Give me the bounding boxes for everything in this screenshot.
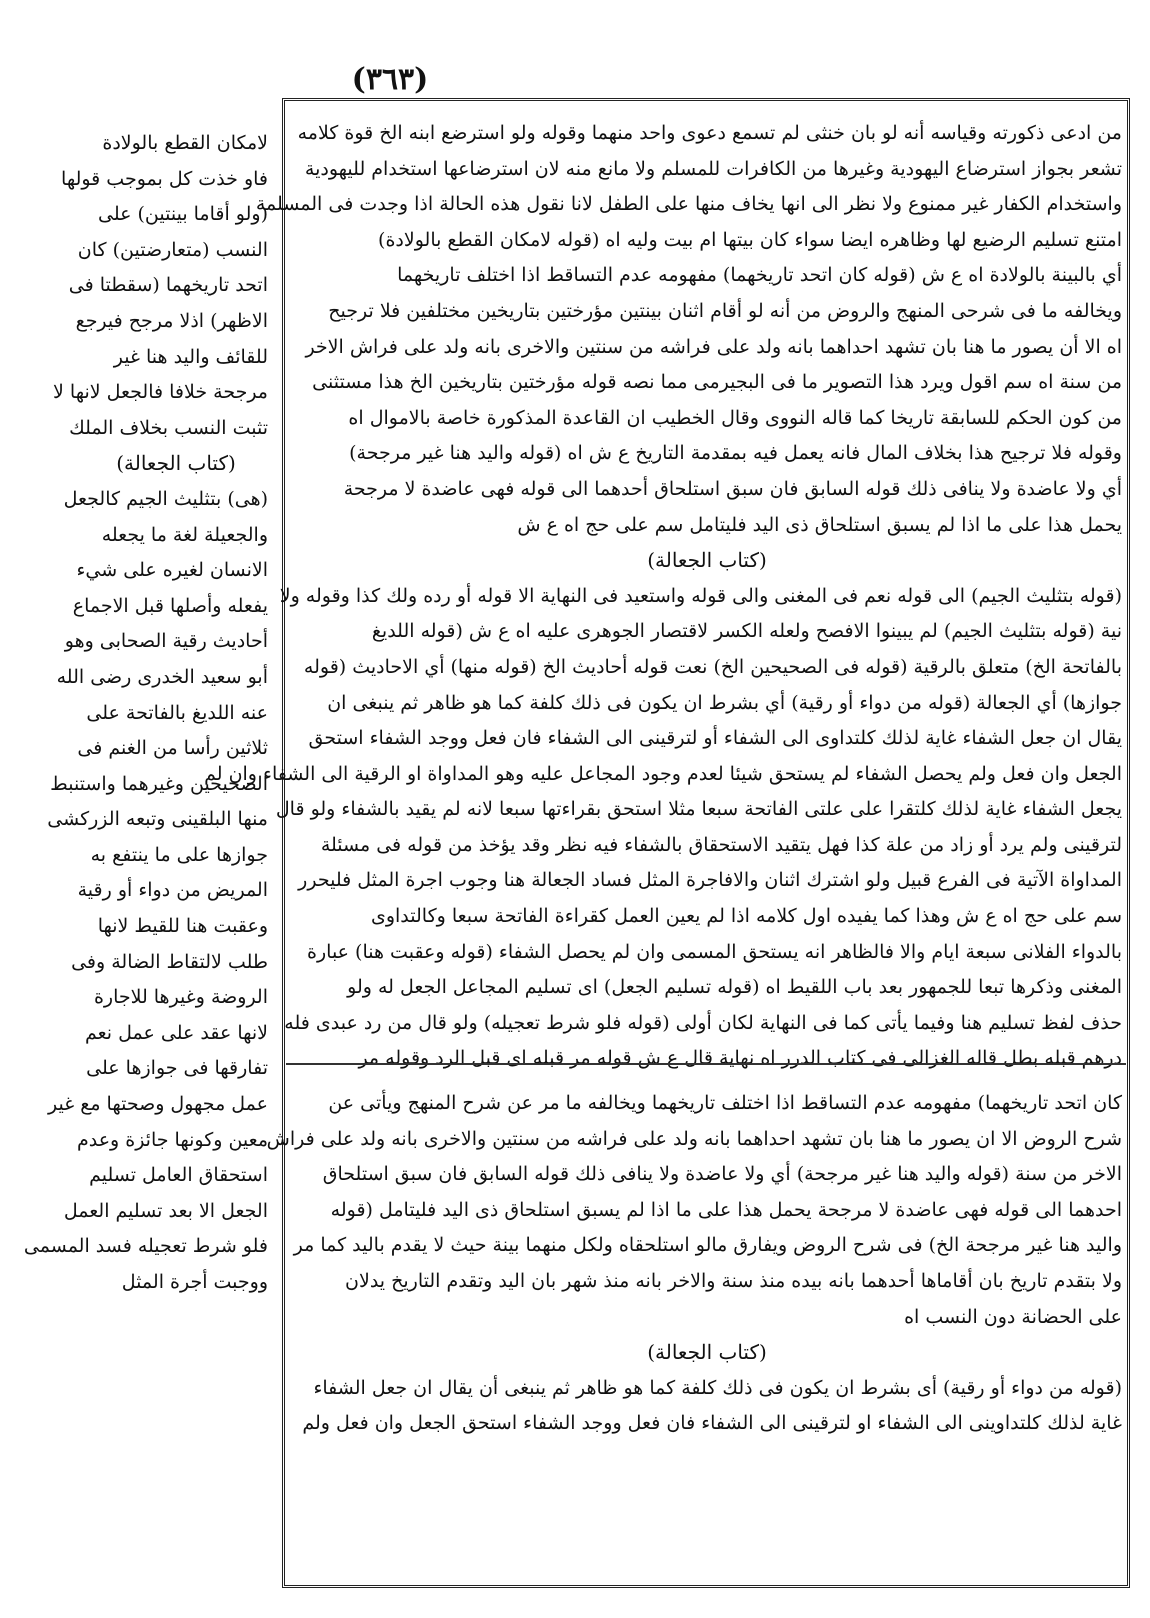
commentary-top bbox=[204, 116, 1122, 1077]
text-line: لانها عقد على عمل نعم bbox=[84, 1021, 268, 1044]
text-line: لترقينى ولم يرد أو زاد من علة كذا فهل يتقيد الاستحقاق بالشفاء فيه نظر وقد يؤخذ من قوله فى مسئلة bbox=[320, 833, 1122, 856]
text-line: وقوله فلا ترجيح هذا بخلاف المال فانه يعمل فيه بمقدمة التاريخ ع ش اه (قوله واليد هنا غير مرجحة) bbox=[349, 442, 1122, 465]
text-line: بالدواء الفلانى سبعة ايام والا فالظاهر انه يستحق المسمى وان لم يحصل الشفاء (قوله وعقبت هنا) عبارة bbox=[307, 940, 1122, 963]
text-line: كان اتحد تاريخهما) مفهومه عدم التساقط اذا اختلف تاريخهما ويخالفه ما مر عن شرح المنهج ويأتى عن bbox=[328, 1092, 1122, 1114]
text-line: استحقاق العامل تسليم bbox=[89, 1164, 268, 1187]
text-line: عمل مجهول وصحتها مع غير bbox=[48, 1093, 268, 1116]
text-line: اتحد تاريخهما (سقطتا فى bbox=[68, 274, 268, 297]
text-line: واستخدام الكفار غير ممنوع ولا نظر الى انها يخاف منها على الطفل لانا نقول هذه الحالة اذا وجدت فى المسلمة bbox=[255, 193, 1122, 216]
text-line: حذف لفظ تسليم هنا وفيما يأتى كما فى النهاية لكان أولى (قوله فلو شرط تعجيله) ولو قال من رد عبدى فله bbox=[284, 1011, 1122, 1034]
text-line: ووجبت أجرة المثل bbox=[121, 1271, 268, 1293]
text-line: والجعيلة لغة ما يجعله bbox=[101, 523, 268, 546]
text-line: ويخالفه ما فى شرحى المنهج والروض من أنه لو أقام اثنان بينتين مؤرختين بتاريخين مختلفين فلا ترجيح bbox=[328, 299, 1122, 322]
text-line: يجعل الشفاء غاية لذلك كلتقرا على علتى الفاتحة سبعا مثلا استحق بقراءتها سبعا لانه لم يقيد بالشفاء ولو قال bbox=[275, 798, 1122, 821]
text-line: وعقبت هنا للقيط لانها bbox=[97, 915, 268, 938]
text-line: على الحضانة دون النسب اه bbox=[904, 1305, 1122, 1328]
text-line: المريض من دواء أو رقية bbox=[77, 879, 268, 902]
text-line: جوازها) أي الجعالة (قوله من دواء أو رقية) أي بشرط ان يكون فى ذلك كلفة كما هو ظاهر ثم ينبغى ان bbox=[327, 691, 1122, 714]
text-line: (قوله بتثليث الجيم) الى قوله نعم فى المغنى والى قوله واستعيد فى النهاية الا قوله أو رده ولك كذا وقوله ولا bbox=[279, 584, 1122, 607]
text-line: تشعر بجواز استرضاع اليهودية وغيرها من الكافرات للمسلم ولا مانع منه لان استرضاعها استخدام لليهودية bbox=[304, 157, 1122, 180]
text-line: يفعله وأصلها قبل الاجماع bbox=[72, 594, 268, 617]
text-line: الاخر من سنة (قوله واليد هنا غير مرجحة) أي ولا عاضدة ولا ينافى ذلك قوله السابق فان سبق استلحاق bbox=[322, 1163, 1122, 1186]
text-line: من ادعی ذكورته وقياسه أنه لو بان خنثى لم تسمع دعوى واحد منهما وقوله ولو استرضع ابنه الخ قوة كلامه bbox=[297, 122, 1122, 144]
text-line: درهم قبله بطل قاله الغزالى فى كتاب الدرر اه نهاية قال ع ش قوله مر قبله اى قبل الرد وقوله مر bbox=[358, 1047, 1122, 1070]
text-line: شرح الروض الا ان يصور ما هنا بان تشهد احداهما بانه ولد على فراشه من سنتين والاخرى بانه ولد على فراش bbox=[266, 1127, 1122, 1150]
text-line: الروضة وغيرها للاجارة bbox=[93, 986, 268, 1009]
side-column-text bbox=[23, 126, 268, 1301]
text-line: للقائف واليد هنا غير bbox=[113, 345, 268, 368]
section-divider bbox=[286, 1063, 1126, 1065]
text-line: جوازها على ما ينتفع به bbox=[90, 843, 268, 866]
text-line: اه الا أن يصور ما هنا بان تشهد احداهما بانه ولد على فراشه من سنتين والاخرى بانه ولد على فراش الاخر bbox=[305, 335, 1122, 358]
text-line: (قوله من دواء أو رقية) أى بشرط ان يكون فى ذلك كلفة كما هو ظاهر ثم ينبغى أن يقال ان جعل الشفاء bbox=[313, 1376, 1122, 1399]
text-line: واليد هنا غير مرجحة الخ) فى شرح الروض ويفارق مالو استلحقاه ولكل منهما بينة حيث لا يقدم باليد كما مر bbox=[293, 1234, 1122, 1257]
text-line: أبو سعيد الخدرى رضى الله bbox=[56, 665, 268, 688]
text-line: الجعل الا بعد تسليم العمل bbox=[63, 1199, 268, 1222]
text-line: ولا بتقدم تاريخ بان أقاماها أحدهما بانه بيده منذ سنة والاخر بانه منذ شهر بان اليد وتقدم التاريخ يدلان bbox=[345, 1269, 1122, 1292]
text-line: سم على حج اه ع ش وهذا كما يفيده اول كلامه اذا لم يعين العمل كقراءة الفاتحة سبعا وكالتداوى bbox=[370, 905, 1122, 928]
text-line: عنه اللديغ بالفاتحة على bbox=[86, 701, 268, 724]
text-line: طلب لالتقاط الضالة وفى bbox=[71, 950, 268, 973]
chapter-heading: (كتاب الجعالة) bbox=[116, 451, 236, 476]
commentary-bottom bbox=[266, 1086, 1122, 1442]
text-line: أي بالبينة بالولادة اه ع ش (قوله كان اتحد تاريخهما) مفهومه عدم التساقط اذا اختلف تاريخهما bbox=[397, 264, 1122, 287]
text-line: من كون الحكم للسابقة تاريخا كما قاله النووى وقال الخطيب ان القاعدة المذكورة خاصة بالاموال اه bbox=[348, 406, 1122, 429]
text-line: (ولو أقاما بينتين) على bbox=[98, 203, 268, 226]
text-line: الجعل وان فعل ولم يحصل الشفاء لم يستحق شيئا لعدم وجود المجاعل عليه وهو المداواة او الرقية الى الشفاء وان لم bbox=[204, 762, 1122, 785]
text-line: فاو خذت كل بموجب قولها bbox=[61, 167, 268, 190]
text-line: فلو شرط تعجيله فسد المسمى bbox=[23, 1235, 268, 1258]
text-line: نية (قوله بتثليث الجيم) لم يبينوا الافصح ولعله الكسر لاقتصار الجوهرى عليه اه ع ش (قوله اللديغ bbox=[371, 620, 1122, 643]
text-line: احدهما الى قوله فهى عاضدة لا مرجحة يحمل هذا على ما اذا لم يسبق استلحاق ذى اليد فليتامل (قوله bbox=[330, 1198, 1122, 1221]
text-line: لامكان القطع بالولادة bbox=[102, 132, 268, 154]
text-line: معين وكونها جائزة وعدم bbox=[76, 1128, 268, 1151]
text-line: الاظهر) اذلا مرجح فيرجع bbox=[75, 309, 268, 332]
text-line: المداواة الآتية فى الفرع قبيل ولو اشترك اثنان والافاجرة المثل فساد الجعالة هنا وجوب اجرة المثل فليحرر bbox=[298, 869, 1122, 892]
text-line: منها البلقينى وتبعه الزركشى bbox=[47, 808, 268, 831]
page-number: (٣٦٣) bbox=[351, 62, 429, 97]
text-line: يقال ان جعل الشفاء غاية لذلك كلتداوى الى الشفاء أو لترقينى الى الشفاء فان فعل ووجد الشفاء استحق bbox=[308, 727, 1122, 750]
text-line: امتنع تسليم الرضيع لها وظاهره ايضا سواء كان بيتها ام بيت وليه اه (قوله لامكان القطع بالولادة) bbox=[378, 228, 1122, 251]
text-line: من سنة اه سم اقول ويرد هذا التصوير ما فى البجيرمى مما نصه قوله مؤرختين بتاريخين الخ هذا مستثنى bbox=[312, 371, 1122, 394]
text-line: يحمل هذا على ما اذا لم يسبق استلحاق ذى اليد فليتامل سم على حج اه ع ش bbox=[517, 513, 1122, 536]
chapter-heading: (كتاب الجعالة) bbox=[647, 548, 767, 573]
chapter-heading: (كتاب الجعالة) bbox=[647, 1340, 767, 1365]
text-line: تفارقها فى جوازها على bbox=[86, 1057, 268, 1080]
text-line: مرجحة خلافا فالجعل لانها لا bbox=[53, 381, 268, 404]
text-line: غاية لذلك كلتداوينى الى الشفاء او لترقينى الى الشفاء فان فعل ووجد الشفاء استحق الجعل وان فعل ولم bbox=[302, 1412, 1122, 1435]
text-line: أي ولا عاضدة ولا ينافى ذلك قوله السابق فان سبق استلحاق أحدهما الى قوله فهى عاضدة لا مرجحة bbox=[343, 477, 1122, 500]
text-line: النسب (متعارضتين) كان bbox=[77, 238, 268, 261]
text-line: المغنى وذكرها تبعا للجمهور بعد باب اللقيط اه (قوله تسليم الجعل) اى تسليم المجاعل الجعل له ولو bbox=[347, 976, 1122, 999]
text-line: (هى) بتثليث الجيم كالجعل bbox=[63, 487, 268, 510]
text-line: ثلاثين رأسا من الغنم فى bbox=[77, 737, 268, 760]
text-line: الانسان لغيره على شيء bbox=[76, 559, 268, 582]
text-line: أحاديث رقية الصحابى وهو bbox=[64, 630, 268, 653]
text-line: تثبت النسب بخلاف الملك bbox=[69, 416, 268, 439]
text-line: بالفاتحة الخ) متعلق بالرقية (قوله فى الصحيحين الخ) نعت قوله أحاديث الخ (قوله منها) أي الاحاديث (قوله bbox=[303, 655, 1122, 678]
text-line: الصحيحين وغيرهما واستنبط bbox=[50, 772, 268, 795]
